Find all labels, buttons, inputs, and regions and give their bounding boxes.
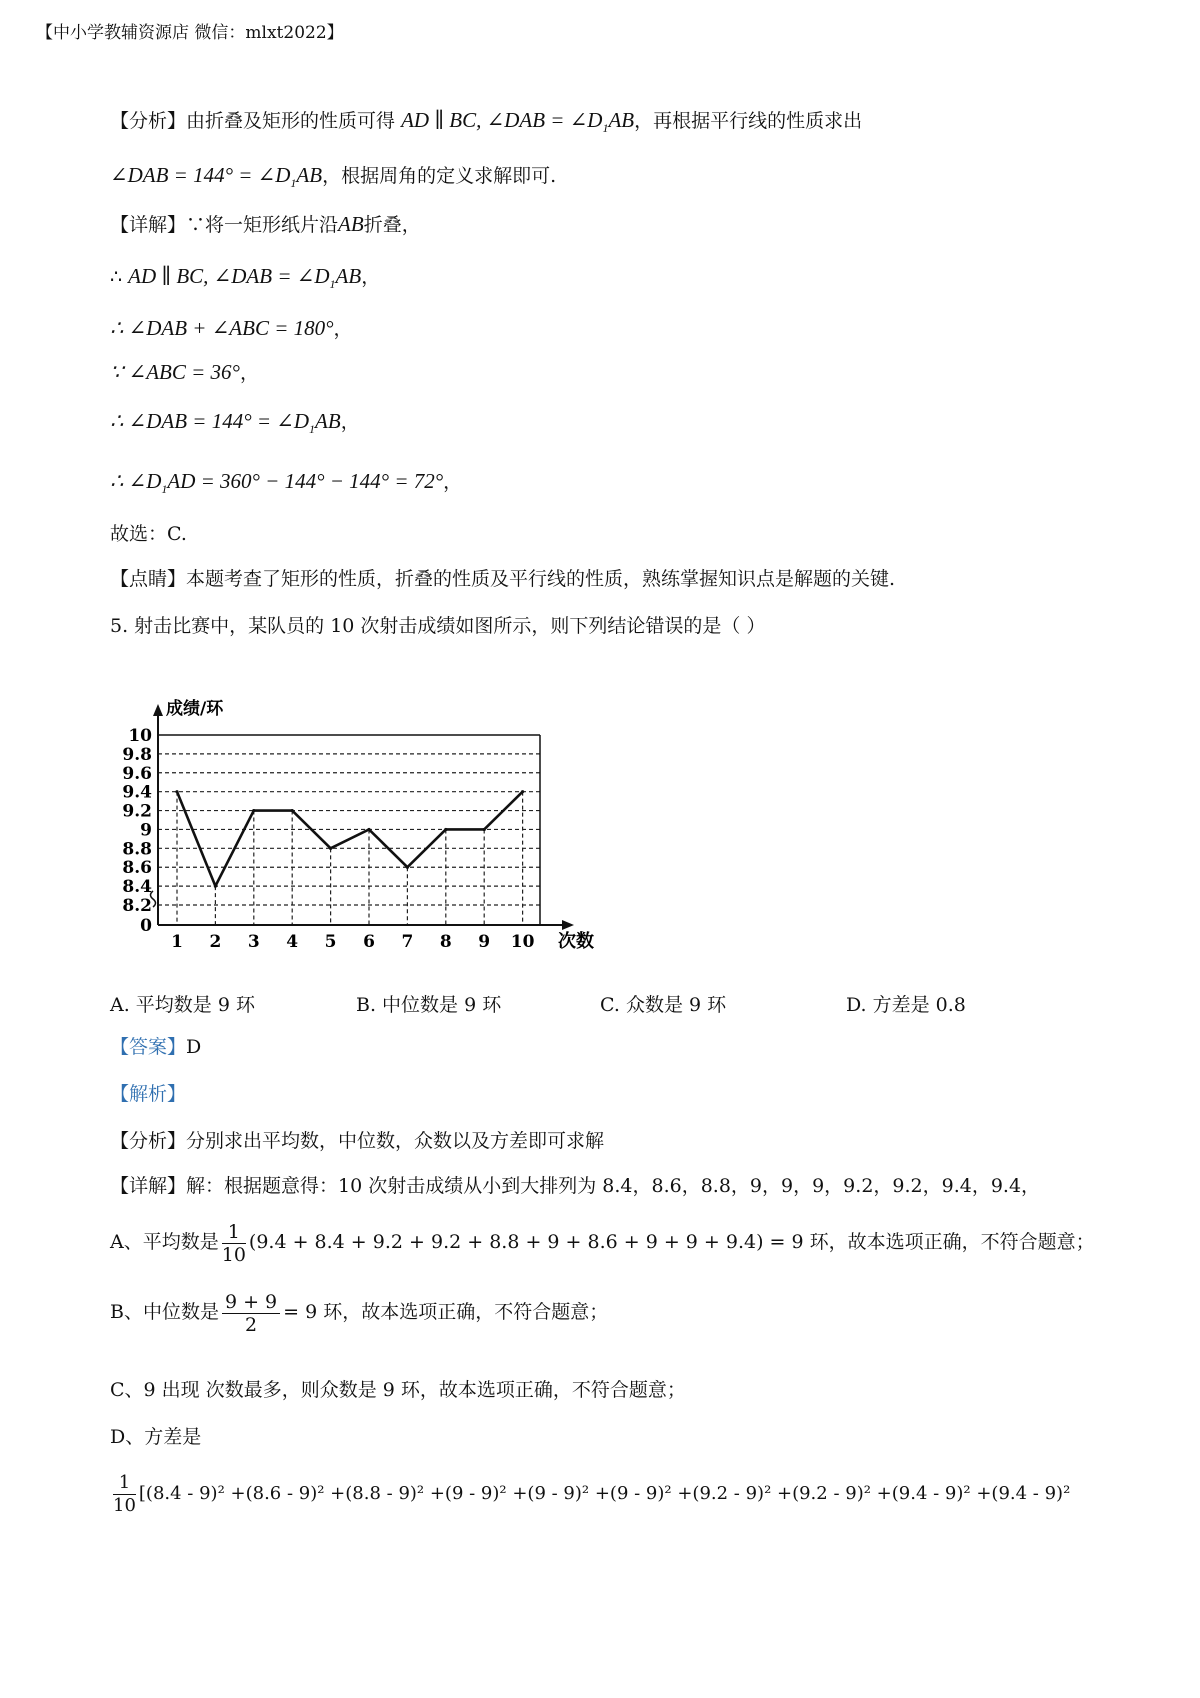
x-tick-label: 4: [286, 932, 299, 952]
x-tick-label: 7: [401, 932, 414, 952]
q5-question: 5. 射击比赛中，某队员的 10 次射击成绩如图所示，则下列结论错误的是（ ）: [110, 615, 766, 637]
analysis-label: 【分析】: [110, 110, 187, 132]
option-b: B. 中位数是 9 环: [356, 994, 502, 1016]
score-series-line: [177, 792, 523, 886]
y-tick-label: 8.2: [122, 896, 152, 916]
analysis-text: 由折叠及矩形的性质可得: [186, 110, 396, 132]
y-tick-label: 9: [140, 820, 152, 841]
x-axis-title: 次数: [558, 931, 594, 952]
q5-analysis: 【分析】分别求出平均数，中位数，众数以及方差即可求解: [110, 1130, 605, 1152]
data-point: [252, 809, 255, 812]
mean-fraction: $\frac{1}{10}$: [221, 1220, 246, 1266]
q4-detail-line: [110, 211, 421, 238]
analysis-text-2: ，再根据平行线的性质求出: [634, 110, 863, 132]
option-a: A. 平均数是 9 环: [110, 994, 255, 1016]
x-tick-label: 8: [439, 932, 452, 952]
data-point: [483, 828, 486, 831]
x-tick-label: 1: [171, 932, 183, 952]
data-point: [329, 847, 332, 850]
q5-line-a: A、平均数是 $\frac{1}{10}$ (9.4 + 8.4 + 9.2 + 9.2 + 8.8 + 9 + 8.6 + 9 + 9 + 9.4) = 9 环，故本选项正确，不符合题意；: [110, 1220, 1095, 1266]
jiexi-label: 【解析】: [110, 1083, 187, 1105]
q5-detail: 【详解】解：根据题意得：10 次射击成绩从小到大排列为 8.4，8.6，8.8，9，9，9，9.2，9.2，9.4，9.4，: [110, 1175, 1041, 1197]
detail-ab: AB: [338, 212, 364, 236]
x-tick-label: 3: [247, 932, 260, 952]
detail-text: ∵将一矩形纸片沿: [186, 214, 339, 236]
data-point: [291, 809, 294, 812]
y-tick-label: 0: [140, 916, 152, 936]
y-tick-label: 9.6: [122, 763, 152, 784]
y-tick-label: 8.8: [122, 839, 152, 860]
x-axis-arrow: [562, 920, 574, 930]
q4-step-4: ∴ ∠DAB = $144^\circ = \angle D_1AB$，: [110, 409, 360, 437]
data-point: [406, 866, 409, 869]
data-point: [214, 885, 217, 888]
option-c: C. 众数是 9 环: [600, 994, 727, 1016]
y-tick-label: 10: [128, 726, 152, 746]
x-tick-label: 5: [324, 932, 337, 952]
data-point: [444, 828, 447, 831]
data-point: [175, 790, 178, 793]
option-d: D. 方差是 0.8: [846, 994, 966, 1016]
x-tick-label: 6: [363, 932, 375, 952]
q5-line-d: D、方差是: [110, 1426, 202, 1448]
answer-label: 【答案】: [110, 1036, 187, 1058]
q4-analysis-line-1: [110, 107, 862, 141]
median-fraction: $\frac{9 + 9}{2}$: [222, 1291, 280, 1336]
variance-formula: $\frac{1}{10}$ [(8.4 - 9)² +(8.6 - 9)² +(8.8 - 9)² +(9 - 9)² +(9 - 9)² +(9 - 9)² +(9.2 - 9)² +(9.2 - 9)² +(9.4 - 9)² +(9.4 - 9)²: [113, 1471, 1071, 1516]
watermark: 【中小学教辅资源店 微信：mlxt2022】: [36, 23, 344, 43]
y-axis-arrow: [153, 704, 163, 716]
q4-choose: 故选：C.: [110, 523, 187, 545]
y-tick-label: 9.4: [122, 782, 152, 803]
q4-step-1: ∴ AD ∥ BC, ∠DAB = $\angle D_1AB$，: [110, 264, 381, 292]
data-point: [521, 790, 524, 793]
analysis-formula: AD ∥ BC, ∠DAB = $\angle D_1AB$: [401, 108, 635, 136]
q4-step-3: ∵ ∠ABC = 36°，: [110, 360, 259, 384]
detail-text-2: 折叠，: [363, 214, 421, 236]
answer-line: [110, 1034, 201, 1060]
y-tick-label: 8.6: [122, 858, 152, 879]
detail-label: 【详解】: [110, 214, 187, 236]
y-tick-label: 9.8: [122, 744, 152, 765]
q4-analysis-line-2: [110, 162, 556, 196]
y-tick-label: 9.2: [122, 801, 152, 822]
answer-value: D: [186, 1036, 202, 1058]
y-axis-title: 成绩/环: [166, 699, 224, 719]
score-line-chart: [110, 699, 594, 952]
x-tick-label: 10: [510, 932, 535, 952]
analysis-formula-2: ∠DAB = $144^\circ = \angle D_1AB$: [110, 163, 323, 191]
x-tick-label: 9: [478, 932, 491, 952]
q5-line-c: C、9 出现 次数最多，则众数是 9 环，故本选项正确，不符合题意；: [110, 1379, 686, 1401]
data-point: [367, 828, 370, 831]
x-tick-label: 2: [209, 932, 222, 952]
q4-comment: 【点睛】本题考查了矩形的性质，折叠的性质及平行线的性质，熟练掌握知识点是解题的关键.: [110, 568, 896, 590]
q5-line-b: B、中位数是 $\frac{9 + 9}{2}$ = 9 环，故本选项正确，不符合题意；: [110, 1290, 609, 1336]
q4-step-5: ∴ $\angle D_1AD = 360^\circ - 144^\circ - 144^\circ = 72^\circ$，: [110, 469, 463, 497]
y-tick-label: 8.4: [122, 877, 152, 898]
analysis-text-3: ，根据周角的定义求解即可.: [322, 165, 557, 187]
q4-step-2: ∴ ∠DAB + ∠ABC = 180°，: [110, 316, 353, 340]
